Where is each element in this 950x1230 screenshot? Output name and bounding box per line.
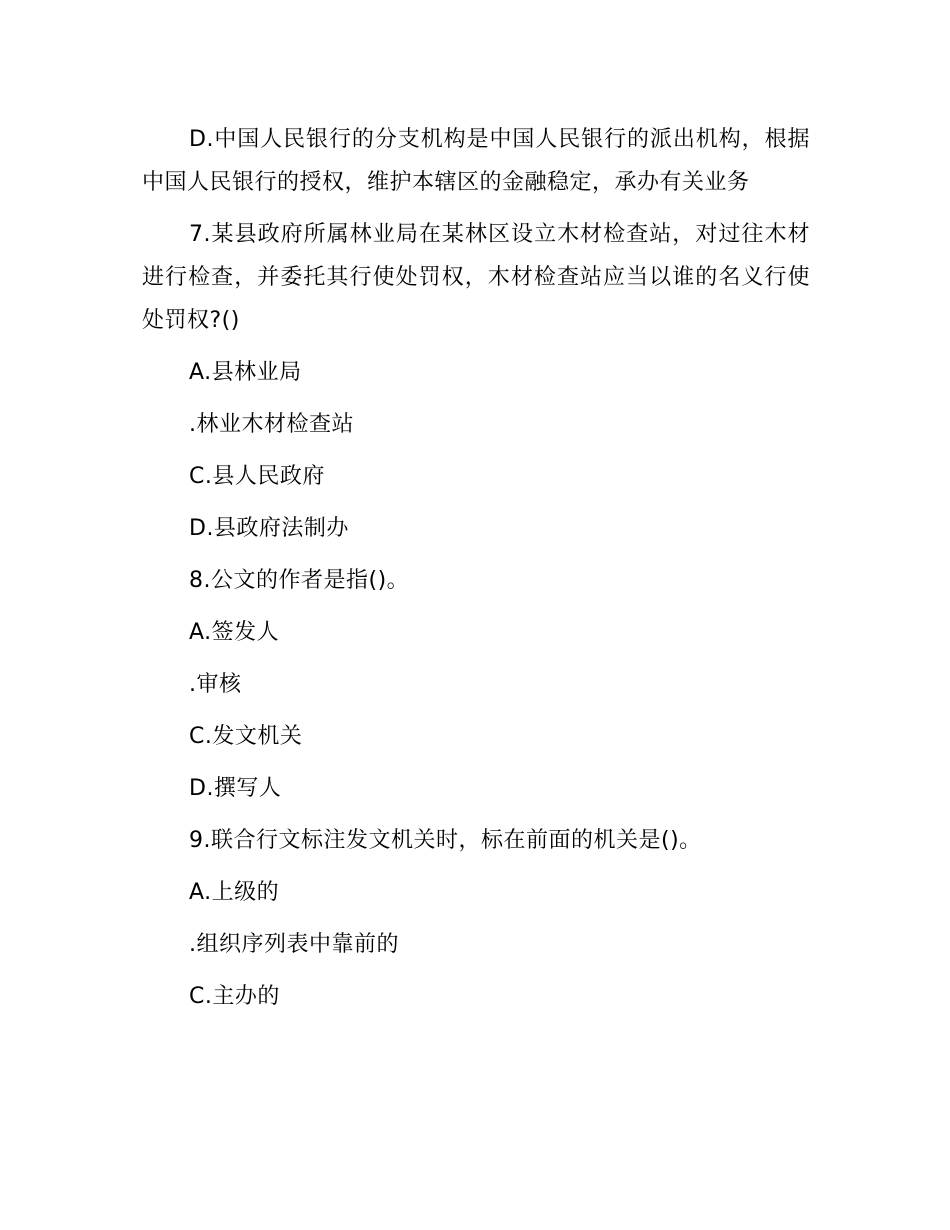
q8-option-a: A.签发人 — [189, 620, 280, 645]
q8-option-b: .审核 — [189, 672, 242, 697]
question-7: 7.某县政府所属林业局在某林区设立木材检查站，对过往木材进行检查，并委托其行使处罚权，木材检查站应当以谁的名义行使处罚权?() — [142, 222, 810, 333]
q7-option-c: C.县人民政府 — [189, 464, 325, 489]
q7-option-b: .林业木材检查站 — [189, 412, 354, 437]
q8-option-d: D.撰写人 — [189, 776, 282, 801]
q8-option-c: C.发文机关 — [189, 724, 303, 749]
document-body — [142, 118, 810, 1018]
q7-option-a: A.县林业局 — [189, 360, 302, 385]
q7-option-d: D.县政府法制办 — [189, 516, 349, 541]
q9-option-c: C.主办的 — [189, 984, 280, 1009]
option-d-paragraph: D.中国人民银行的分支机构是中国人民银行的派出机构，根据中国人民银行的授权，维护本辖区的金融稳定，承办有关业务 — [142, 127, 810, 195]
question-8: 8.公文的作者是指()。 — [189, 568, 410, 593]
question-9: 9.联合行文标注发文机关时，标在前面的机关是()。 — [189, 828, 702, 853]
q9-option-b: .组织序列表中靠前的 — [189, 932, 399, 957]
q9-option-a: A.上级的 — [189, 880, 280, 905]
